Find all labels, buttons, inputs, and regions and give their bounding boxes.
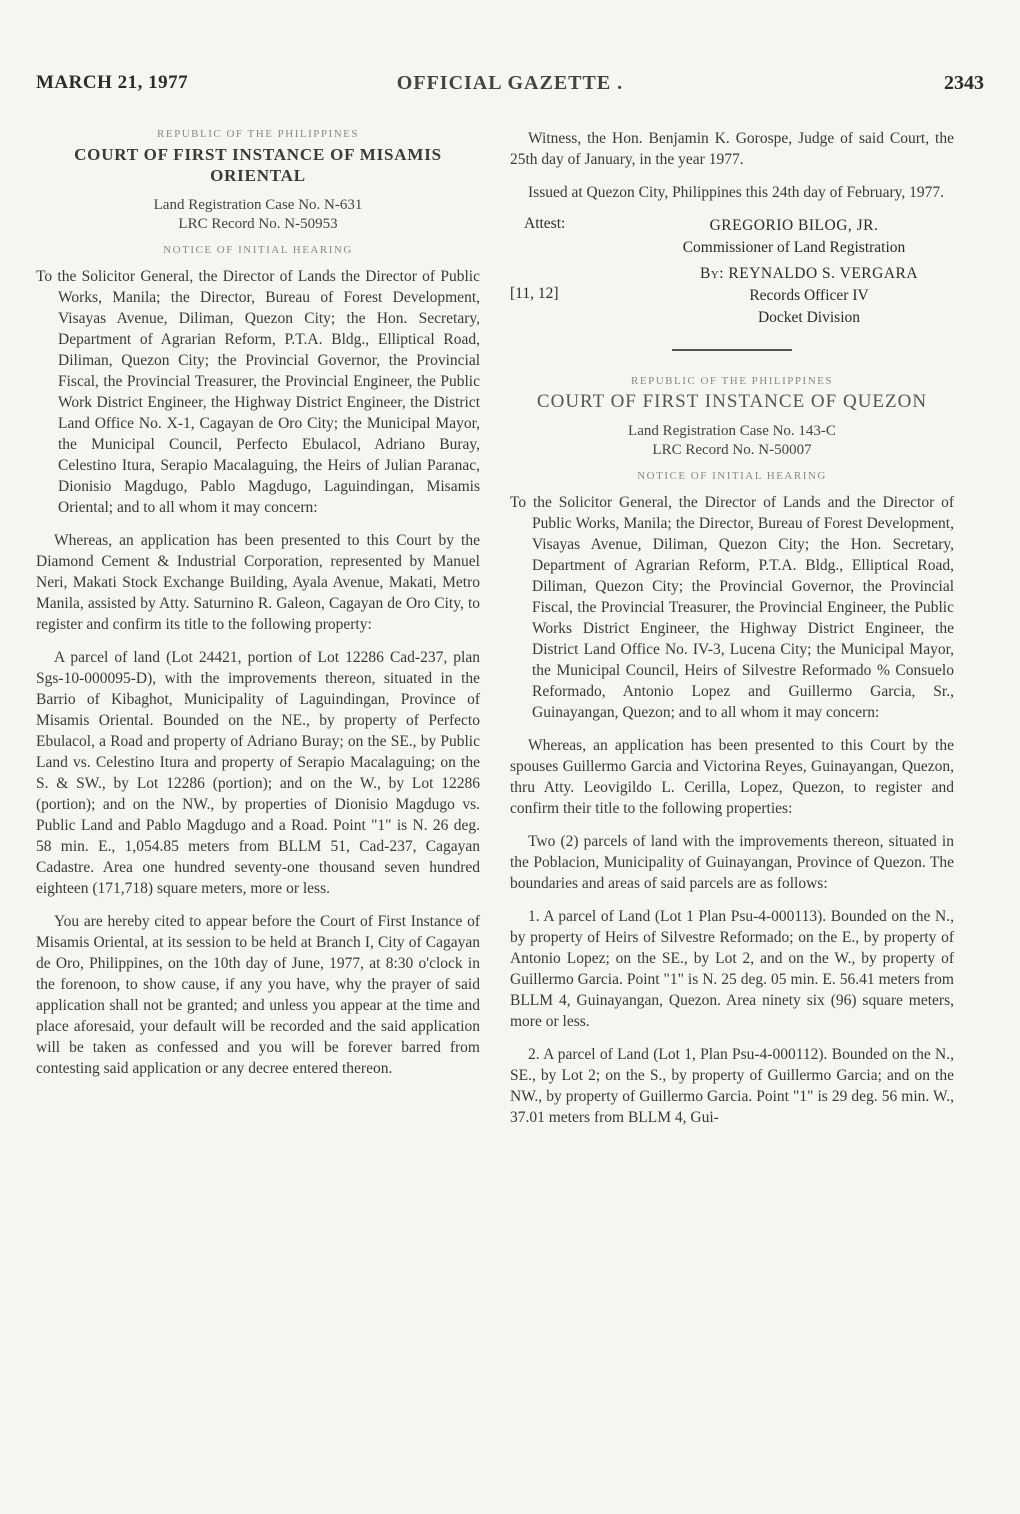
whereas-paragraph: Whereas, an application has been presented to this Court by the spouses Guillermo Garcia and Victorina Reyes, Guinayangan, Quezon, thru Atty. Leovigildo L. Cerilla, Lopez, Quezon, to register and confirm their title to the following properties: xyxy=(510,737,954,817)
commissioner-signature xyxy=(634,215,954,259)
notice-title: NOTICE OF INITIAL HEARING xyxy=(163,244,353,256)
header-date: MARCH 21, 1977 xyxy=(36,72,189,93)
case-number: Land Registration Case No. 143-C xyxy=(628,423,836,439)
whereas-paragraph: Whereas, an application has been presented to this Court by the Diamond Cement & Industrial Corporation, represented by Manuel Neri, Makati Stock Exchange Building, Ayala Avenue, Makati, Metro Manila, assisted by Atty. Saturnino R. Galeon, Cagayan de Oro City, to register and confirm its title to the following property: xyxy=(36,532,480,633)
parcels-intro: Two (2) parcels of land with the improvements thereon, situated in the Poblacion, Municipality of Guinayangan, Province of Quezon. The boundaries and areas of said parcels are as follows: xyxy=(510,833,954,892)
page-number: 2343 xyxy=(944,72,984,94)
parcel-description: 2. A parcel of Land (Lot 1, Plan Psu-4-000112). Bounded on the N., SE., by Lot 2; on the S., by property of Guillermo Garcia; and on the NW., by property of Guillermo Garcia. Point "1" is 29 deg. 56 min. W., 37.01 meters from BLLM 4, Gui- xyxy=(510,1046,954,1126)
case-number: Land Registration Case No. N-631 xyxy=(153,197,363,213)
republic-heading: REPUBLIC OF THE PHILIPPINES xyxy=(157,128,359,140)
left-column xyxy=(36,128,480,1091)
records-officer-name: By: REYNALDO S. VERGARA xyxy=(699,265,919,282)
header-title: OFFICIAL GAZETTE . xyxy=(396,72,624,94)
page-header xyxy=(36,72,984,102)
record-number: LRC Record No. N-50007 xyxy=(652,442,812,458)
notice-title: NOTICE OF INITIAL HEARING xyxy=(637,470,827,482)
commissioner-title: Commissioner of Land Registration xyxy=(682,239,906,256)
section-divider xyxy=(672,349,792,351)
witness-paragraph: Witness, the Hon. Benjamin K. Gorospe, Judge of said Court, the 25th day of January, in the year 1977. xyxy=(510,130,954,168)
attest-label: Attest: xyxy=(524,215,566,232)
addressees: To the Solicitor General, the Director of Lands the Director of Public Works, Manila; the Director, Bureau of Forest Development, Visayas Avenue, Diliman, Quezon City; the Hon. Secretary, Department of Agrarian Reform, P.T.A. Bldg., Elliptical Road, Diliman, Quezon City; the Provincial Governor, the Provincial Fiscal, the Provincial Treasurer, the Provincial Engineer, the Public Work District Engineer, the Highway District Engineer, the District Land Office No. X-1, Cagayan de Oro City; the Municipal Mayor, the Municipal Council, Perfecto Ebulacol, Adriano Buray, Celestino Itura, Serapio Macalaguing, the Heirs of Julian Paranac, Dionisio Magdugo, Pablo Magdugo, Laguindingan, Misamis Oriental; and to all whom it may concern: xyxy=(36,268,480,516)
court-heading: COURT OF FIRST INSTANCE OF MISAMIS ORIENTAL xyxy=(74,145,442,185)
court-heading: COURT OF FIRST INSTANCE OF QUEZON xyxy=(536,391,928,412)
parcel-description: A parcel of land (Lot 24421, portion of Lot 12286 Cad-237, plan Sgs-10-000095-D), with the improvements thereon, situated in the Barrio of Kibaghot, Municipality of Laguindingan, Province of Misamis Oriental. Bounded on the NE., by property of Perfecto Ebulacol, a Road and property of Adriano Buray; on the SE., by Public Land vs. Celestino Itura and property of Serapio Macalaguing; on the S. & SW., by Lot 12286 (portion); and on the W., by Lot 12286 (portion); and on the NW., by properties of Dionisio Magdugo vs. Public Land and Pablo Magdugo and a Road. Point "1" is N. 26 deg. 58 min. E., 1,054.85 meters from BLLM 51, Cad-237, Cagayan Cadastre. Area one hundred seventy-one thousand seven hundred eighteen (171,718) square meters, more or less. xyxy=(36,649,480,897)
republic-heading: REPUBLIC OF THE PHILIPPINES xyxy=(631,375,833,387)
records-officer-division: Docket Division xyxy=(757,309,861,326)
records-officer-title: Records Officer IV xyxy=(749,287,869,304)
issued-paragraph: Issued at Quezon City, Philippines this 24th day of February, 1977. xyxy=(528,184,945,201)
summons-paragraph: You are hereby cited to appear before the Court of First Instance of Misamis Oriental, at its session to be held at Branch I, City of Cagayan de Oro, Philippines, on the 10th day of June, 1977, at 8:30 o'clock in the forenoon, to show cause, if any you have, why the prayer of said application shall not be granted; and unless you appear at the time and place aforesaid, your default will be recorded and the said application will be taken as confessed and you will be forever barred from contesting said application or any decree entered thereon. xyxy=(36,913,480,1077)
records-officer-block xyxy=(510,263,954,333)
commissioner-name: GREGORIO BILOG, JR. xyxy=(709,217,879,234)
parcel-description: 1. A parcel of Land (Lot 1 Plan Psu-4-000113). Bounded on the N., by property of Heirs of Silvestre Reformado; on the E., by property of Antonio Lopez; on the SE., by Lot 2, and on the W., by property of Guillermo Garcia. Point "1" is N. 25 deg. 05 min. E. 56.41 meters from BLLM 4, Guinayangan, Quezon. Area ninety six (96) square meters, more or less. xyxy=(510,908,954,1030)
reference-number: [11, 12] xyxy=(510,285,559,302)
attest-block xyxy=(510,215,954,263)
record-number: LRC Record No. N-50953 xyxy=(178,216,338,232)
records-officer-signature xyxy=(664,263,954,329)
right-column xyxy=(510,128,954,1140)
addressees: To the Solicitor General, the Director of Lands and the Director of Public Works, Manila; the Director, Bureau of Forest Development, Visayas Avenue, Diliman, Quezon City; the Hon. Secretary, Department of Agrarian Reform, P.T.A. Bldg., Elliptical Road, Diliman, Quezon City; the Provincial Governor, the Provincial Fiscal, the Provincial Treasurer, the Provincial Engineer, the Public Works District Engineer, the Highway District Engineer, the District Land Office No. IV-3, Lucena City; the Municipal Mayor, the Municipal Council, Heirs of Silvestre Reformado % Consuelo Reformado, Antonio Lopez and Guillermo Garcia, Sr., Guinayangan, Quezon; and to all whom it may concern: xyxy=(510,494,954,721)
